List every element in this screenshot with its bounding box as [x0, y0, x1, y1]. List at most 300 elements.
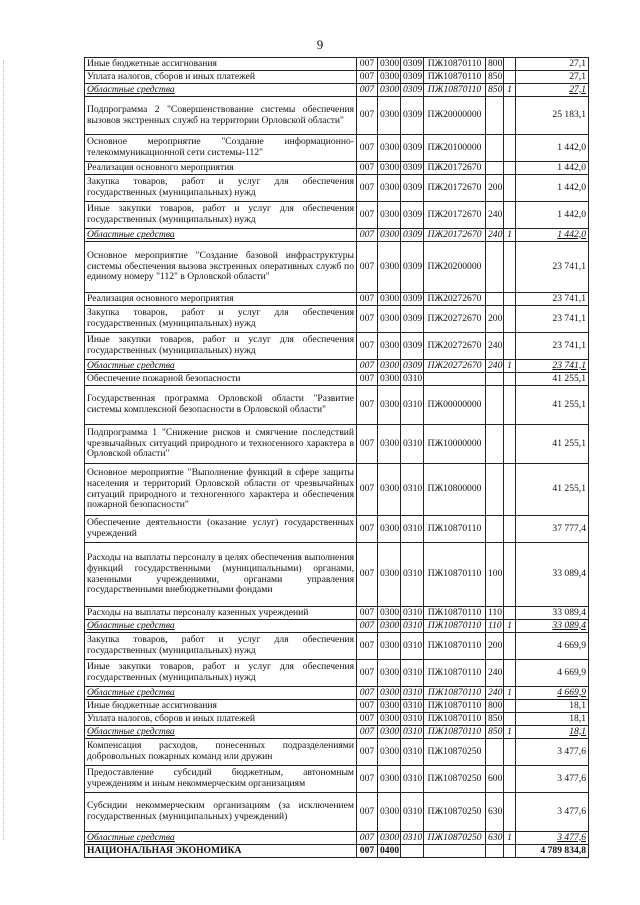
row-subsection-code: 0309	[401, 84, 424, 97]
row-funding-source	[504, 135, 516, 162]
row-section-code: 0300	[378, 373, 401, 386]
row-target-article: ПЖ10870110	[424, 726, 486, 739]
row-subsection-code: 0310	[401, 516, 424, 543]
row-section-code: 0300	[378, 306, 401, 333]
row-subsection-code: 0310	[401, 633, 424, 660]
row-amount: 27,1	[516, 84, 589, 97]
row-amount: 23 741,1	[516, 242, 589, 293]
row-expense-type: 240	[486, 229, 504, 242]
table-row	[85, 660, 589, 687]
row-funding-source	[504, 793, 516, 832]
row-name: Обеспечение деятельности (оказание услуг) государственных учреждений	[85, 516, 357, 543]
row-ved-code: 007	[357, 793, 378, 832]
row-name: Основное мероприятие "Создание информационно-телекоммуникационной сети системы-112"	[85, 135, 357, 162]
row-name: Субсидии некоммерческим организациям (за исключением государственных (муниципальных) учреждений)	[85, 793, 357, 832]
row-subsection-code: 0309	[401, 229, 424, 242]
table-row	[85, 633, 589, 660]
row-subsection-code: 0309	[401, 202, 424, 229]
row-name: Компенсация расходов, понесенных подразделениями добровольных пожарных команд или дружин	[85, 739, 357, 766]
row-amount: 25 183,1	[516, 97, 589, 135]
table-row	[85, 687, 589, 700]
table-row	[85, 175, 589, 202]
row-funding-source	[504, 766, 516, 793]
table-row	[85, 229, 589, 242]
row-amount: 4 669,9	[516, 633, 589, 660]
row-ved-code: 007	[357, 713, 378, 726]
row-ved-code: 007	[357, 726, 378, 739]
row-target-article: ПЖ10870110	[424, 700, 486, 713]
row-target-article: ПЖ10870110	[424, 71, 486, 84]
row-subsection-code: 0310	[401, 687, 424, 700]
row-name: Реализация основного мероприятия	[85, 293, 357, 306]
row-ved-code: 007	[357, 739, 378, 766]
row-ved-code: 007	[357, 425, 378, 464]
row-expense-type: 240	[486, 660, 504, 687]
row-name: Обеспечение пожарной безопасности	[85, 373, 357, 386]
row-subsection-code: 0309	[401, 293, 424, 306]
row-funding-source	[504, 516, 516, 543]
row-section-code: 0300	[378, 175, 401, 202]
row-expense-type: 800	[486, 700, 504, 713]
row-expense-type	[486, 739, 504, 766]
table-row	[85, 373, 589, 386]
row-funding-source	[504, 373, 516, 386]
row-target-article: ПЖ10870110	[424, 713, 486, 726]
row-ved-code: 007	[357, 660, 378, 687]
row-target-article	[424, 845, 486, 858]
row-ved-code: 007	[357, 242, 378, 293]
row-section-code: 0300	[378, 425, 401, 464]
row-name: Уплата налогов, сборов и иных платежей	[85, 71, 357, 84]
row-subsection-code: 0310	[401, 766, 424, 793]
row-ved-code: 007	[357, 333, 378, 360]
table-row	[85, 293, 589, 306]
table-row	[85, 71, 589, 84]
row-amount: 33 089,4	[516, 543, 589, 607]
row-amount: 1 442,0	[516, 162, 589, 175]
table-row	[85, 700, 589, 713]
row-subsection-code: 0309	[401, 97, 424, 135]
row-ved-code: 007	[357, 373, 378, 386]
row-amount: 41 255,1	[516, 373, 589, 386]
row-amount: 37 777,4	[516, 516, 589, 543]
table-row	[85, 58, 589, 71]
row-amount: 23 741,1	[516, 333, 589, 360]
row-amount: 3 477,6	[516, 739, 589, 766]
row-amount: 18,1	[516, 726, 589, 739]
row-ved-code: 007	[357, 306, 378, 333]
row-target-article: ПЖ00000000	[424, 386, 486, 425]
row-section-code: 0300	[378, 229, 401, 242]
row-section-code: 0300	[378, 607, 401, 620]
row-name: Расходы на выплаты персоналу казенных учреждений	[85, 607, 357, 620]
row-funding-source	[504, 425, 516, 464]
row-target-article: ПЖ10870110	[424, 607, 486, 620]
row-ved-code: 007	[357, 162, 378, 175]
row-target-article: ПЖ10870250	[424, 793, 486, 832]
row-expense-type: 850	[486, 84, 504, 97]
row-amount: 27,1	[516, 58, 589, 71]
row-expense-type	[486, 516, 504, 543]
row-name: Областные средства	[85, 687, 357, 700]
row-funding-source: 1	[504, 360, 516, 373]
row-section-code: 0300	[378, 293, 401, 306]
row-section-code: 0300	[378, 766, 401, 793]
row-subsection-code: 0309	[401, 162, 424, 175]
table-row	[85, 620, 589, 633]
row-section-code: 0300	[378, 543, 401, 607]
row-section-code: 0300	[378, 739, 401, 766]
row-ved-code: 007	[357, 832, 378, 845]
row-target-article: ПЖ10870110	[424, 660, 486, 687]
row-expense-type: 850	[486, 71, 504, 84]
row-expense-type: 850	[486, 726, 504, 739]
row-expense-type: 110	[486, 620, 504, 633]
row-subsection-code	[401, 845, 424, 858]
row-amount: 1 442,0	[516, 135, 589, 162]
row-target-article: ПЖ10870110	[424, 620, 486, 633]
row-section-code: 0300	[378, 386, 401, 425]
row-amount: 18,1	[516, 713, 589, 726]
row-section-code: 0300	[378, 633, 401, 660]
table-row	[85, 306, 589, 333]
table-row	[85, 135, 589, 162]
row-section-code: 0300	[378, 713, 401, 726]
row-section-code: 0300	[378, 832, 401, 845]
row-name: Предоставление субсидий бюджетным, автономным учреждениям и иным некоммерческим организациям	[85, 766, 357, 793]
row-target-article: ПЖ10870110	[424, 543, 486, 607]
row-target-article: ПЖ20272670	[424, 306, 486, 333]
row-name: Иные бюджетные ассигнования	[85, 58, 357, 71]
row-funding-source	[504, 543, 516, 607]
row-expense-type	[486, 373, 504, 386]
scan-margin-mark	[3, 60, 5, 840]
row-amount: 1 442,0	[516, 175, 589, 202]
row-target-article	[424, 373, 486, 386]
row-subsection-code: 0310	[401, 464, 424, 516]
row-funding-source	[504, 845, 516, 858]
row-expense-type: 630	[486, 832, 504, 845]
row-amount: 33 089,4	[516, 607, 589, 620]
row-funding-source	[504, 607, 516, 620]
row-funding-source	[504, 713, 516, 726]
row-expense-type: 200	[486, 306, 504, 333]
row-name: Областные средства	[85, 726, 357, 739]
row-expense-type: 100	[486, 543, 504, 607]
row-subsection-code: 0310	[401, 713, 424, 726]
table-row	[85, 766, 589, 793]
row-subsection-code: 0310	[401, 832, 424, 845]
row-amount: 33 089,4	[516, 620, 589, 633]
row-amount: 23 741,1	[516, 306, 589, 333]
row-name: Областные средства	[85, 360, 357, 373]
row-ved-code: 007	[357, 543, 378, 607]
table-row	[85, 333, 589, 360]
row-section-code: 0300	[378, 242, 401, 293]
row-amount: 1 442,0	[516, 202, 589, 229]
row-funding-source	[504, 71, 516, 84]
row-funding-source: 1	[504, 832, 516, 845]
row-subsection-code: 0309	[401, 135, 424, 162]
row-amount: 3 477,6	[516, 793, 589, 832]
row-funding-source: 1	[504, 687, 516, 700]
row-subsection-code: 0310	[401, 739, 424, 766]
row-target-article: ПЖ20272670	[424, 333, 486, 360]
row-subsection-code: 0309	[401, 306, 424, 333]
row-name: Областные средства	[85, 229, 357, 242]
row-target-article: ПЖ10870110	[424, 58, 486, 71]
row-ved-code: 007	[357, 386, 378, 425]
row-expense-type: 600	[486, 766, 504, 793]
row-name: Государственная программа Орловской области "Развитие системы комплексной безопасности в Орловской области"	[85, 386, 357, 425]
row-funding-source	[504, 700, 516, 713]
row-section-code: 0300	[378, 97, 401, 135]
row-target-article: ПЖ20272670	[424, 360, 486, 373]
row-funding-source	[504, 58, 516, 71]
row-expense-type: 240	[486, 687, 504, 700]
row-section-code: 0300	[378, 162, 401, 175]
row-ved-code: 007	[357, 607, 378, 620]
table-row	[85, 845, 589, 858]
row-ved-code: 007	[357, 620, 378, 633]
row-funding-source	[504, 739, 516, 766]
row-expense-type: 240	[486, 360, 504, 373]
row-subsection-code: 0310	[401, 386, 424, 425]
row-target-article: ПЖ10870110	[424, 516, 486, 543]
row-name: Иные закупки товаров, работ и услуг для обеспечения государственных (муниципальных) нужд	[85, 660, 357, 687]
table-row	[85, 84, 589, 97]
row-section-code: 0300	[378, 135, 401, 162]
row-amount: 4 669,9	[516, 687, 589, 700]
row-ved-code: 007	[357, 700, 378, 713]
row-subsection-code: 0309	[401, 360, 424, 373]
row-ved-code: 007	[357, 84, 378, 97]
row-funding-source: 1	[504, 620, 516, 633]
budget-table	[84, 57, 589, 858]
row-ved-code: 007	[357, 293, 378, 306]
row-ved-code: 007	[357, 71, 378, 84]
row-expense-type: 800	[486, 58, 504, 71]
row-funding-source	[504, 633, 516, 660]
row-name: Иные закупки товаров, работ и услуг для обеспечения государственных (муниципальных) нужд	[85, 202, 357, 229]
row-section-code: 0400	[378, 845, 401, 858]
row-target-article: ПЖ20172670	[424, 162, 486, 175]
table-row	[85, 425, 589, 464]
row-amount: 27,1	[516, 71, 589, 84]
row-funding-source	[504, 97, 516, 135]
row-section-code: 0300	[378, 71, 401, 84]
row-section-code: 0300	[378, 516, 401, 543]
row-amount: 1 442,0	[516, 229, 589, 242]
table-row	[85, 713, 589, 726]
table-row	[85, 832, 589, 845]
row-name: Подпрограмма 2 "Совершенствование системы обеспечения вызовов экстренных служб на территории Орловской области"	[85, 97, 357, 135]
row-section-code: 0300	[378, 687, 401, 700]
row-name: Областные средства	[85, 832, 357, 845]
table-row	[85, 739, 589, 766]
row-expense-type: 850	[486, 713, 504, 726]
row-expense-type	[486, 135, 504, 162]
row-funding-source: 1	[504, 229, 516, 242]
row-funding-source	[504, 386, 516, 425]
row-target-article: ПЖ10870110	[424, 687, 486, 700]
row-expense-type: 630	[486, 793, 504, 832]
row-subsection-code: 0309	[401, 242, 424, 293]
row-target-article: ПЖ20000000	[424, 97, 486, 135]
row-section-code: 0300	[378, 202, 401, 229]
row-subsection-code: 0310	[401, 726, 424, 739]
row-name: Основное мероприятие "Выполнение функций в сфере защиты населения и территорий Орловской области от чрезвычайных ситуаций природного и техногенного характера и обеспечения пожарной безопасности"	[85, 464, 357, 516]
row-target-article: ПЖ10800000	[424, 464, 486, 516]
table-row	[85, 162, 589, 175]
row-target-article: ПЖ20172670	[424, 229, 486, 242]
row-name: Иные бюджетные ассигнования	[85, 700, 357, 713]
row-ved-code: 007	[357, 687, 378, 700]
table-row	[85, 360, 589, 373]
row-expense-type: 240	[486, 333, 504, 360]
row-name: Уплата налогов, сборов и иных платежей	[85, 713, 357, 726]
row-amount: 41 255,1	[516, 425, 589, 464]
row-ved-code: 007	[357, 135, 378, 162]
row-ved-code: 007	[357, 516, 378, 543]
row-expense-type	[486, 162, 504, 175]
row-target-article: ПЖ10870110	[424, 84, 486, 97]
table-row	[85, 726, 589, 739]
row-name: Расходы на выплаты персоналу в целях обеспечения выполнения функций государственными (муниципальными) органами, казенными учреждениями, органами управления государственными внебюджетными фондами	[85, 543, 357, 607]
row-target-article: ПЖ10870250	[424, 766, 486, 793]
row-name: Основное мероприятие "Создание базовой инфраструктуры системы обеспечения вызова экстренных оперативных служб по единому номеру "112" в Орловской области"	[85, 242, 357, 293]
row-ved-code: 007	[357, 845, 378, 858]
row-target-article: ПЖ20272670	[424, 293, 486, 306]
row-ved-code: 007	[357, 97, 378, 135]
row-funding-source	[504, 242, 516, 293]
row-amount: 4 669,9	[516, 660, 589, 687]
row-ved-code: 007	[357, 633, 378, 660]
row-funding-source	[504, 306, 516, 333]
row-target-article: ПЖ20200000	[424, 242, 486, 293]
row-funding-source: 1	[504, 726, 516, 739]
table-row	[85, 202, 589, 229]
row-section-code: 0300	[378, 464, 401, 516]
row-name: Закупка товаров, работ и услуг для обеспечения государственных (муниципальных) нужд	[85, 175, 357, 202]
row-name: Областные средства	[85, 84, 357, 97]
row-target-article: ПЖ20172670	[424, 202, 486, 229]
row-name: НАЦИОНАЛЬНАЯ ЭКОНОМИКА	[85, 845, 357, 858]
row-name: Закупка товаров, работ и услуг для обеспечения государственных (муниципальных) нужд	[85, 633, 357, 660]
row-name: Закупка товаров, работ и услуг для обеспечения государственных (муниципальных) нужд	[85, 306, 357, 333]
row-section-code: 0300	[378, 360, 401, 373]
row-subsection-code: 0309	[401, 333, 424, 360]
row-ved-code: 007	[357, 360, 378, 373]
row-name: Областные средства	[85, 620, 357, 633]
row-expense-type: 200	[486, 633, 504, 660]
row-section-code: 0300	[378, 726, 401, 739]
row-ved-code: 007	[357, 229, 378, 242]
budget-table-body	[85, 58, 589, 858]
table-row	[85, 97, 589, 135]
row-section-code: 0300	[378, 660, 401, 687]
row-ved-code: 007	[357, 202, 378, 229]
row-name: Иные закупки товаров, работ и услуг для обеспечения государственных (муниципальных) нужд	[85, 333, 357, 360]
row-subsection-code: 0310	[401, 620, 424, 633]
row-target-article: ПЖ10000000	[424, 425, 486, 464]
table-row	[85, 464, 589, 516]
table-row	[85, 242, 589, 293]
row-amount: 3 477,6	[516, 766, 589, 793]
row-section-code: 0300	[378, 58, 401, 71]
row-name: Реализация основного мероприятия	[85, 162, 357, 175]
row-section-code: 0300	[378, 620, 401, 633]
row-target-article: ПЖ10870250	[424, 739, 486, 766]
row-target-article: ПЖ10870250	[424, 832, 486, 845]
row-ved-code: 007	[357, 58, 378, 71]
row-subsection-code: 0309	[401, 175, 424, 202]
row-funding-source	[504, 333, 516, 360]
row-expense-type: 110	[486, 607, 504, 620]
table-row	[85, 516, 589, 543]
row-amount: 4 789 834,8	[516, 845, 589, 858]
row-expense-type	[486, 242, 504, 293]
table-row	[85, 607, 589, 620]
row-subsection-code: 0310	[401, 660, 424, 687]
row-subsection-code: 0310	[401, 607, 424, 620]
row-funding-source	[504, 660, 516, 687]
page-number: 9	[316, 37, 324, 52]
row-subsection-code: 0310	[401, 425, 424, 464]
row-amount: 3 477,6	[516, 832, 589, 845]
row-expense-type: 240	[486, 202, 504, 229]
row-amount: 23 741,1	[516, 360, 589, 373]
row-subsection-code: 0310	[401, 543, 424, 607]
row-funding-source: 1	[504, 84, 516, 97]
row-amount: 18,1	[516, 700, 589, 713]
table-row	[85, 543, 589, 607]
table-row	[85, 386, 589, 425]
row-ved-code: 007	[357, 766, 378, 793]
row-section-code: 0300	[378, 700, 401, 713]
table-row	[85, 793, 589, 832]
row-target-article: ПЖ10870110	[424, 633, 486, 660]
row-funding-source	[504, 202, 516, 229]
row-funding-source	[504, 175, 516, 202]
row-subsection-code: 0310	[401, 373, 424, 386]
row-expense-type	[486, 97, 504, 135]
row-subsection-code: 0310	[401, 700, 424, 713]
row-expense-type	[486, 293, 504, 306]
row-ved-code: 007	[357, 175, 378, 202]
row-name: Подпрограмма 1 "Снижение рисков и смягчение последствий чрезвычайных ситуаций природного и техногенного характера в Орловской области"	[85, 425, 357, 464]
row-subsection-code: 0309	[401, 58, 424, 71]
row-expense-type	[486, 845, 504, 858]
row-target-article: ПЖ20100000	[424, 135, 486, 162]
row-funding-source	[504, 293, 516, 306]
row-expense-type	[486, 425, 504, 464]
row-expense-type: 200	[486, 175, 504, 202]
row-ved-code: 007	[357, 464, 378, 516]
row-subsection-code: 0309	[401, 71, 424, 84]
row-section-code: 0300	[378, 84, 401, 97]
row-target-article: ПЖ20172670	[424, 175, 486, 202]
row-expense-type	[486, 464, 504, 516]
row-section-code: 0300	[378, 333, 401, 360]
row-amount: 41 255,1	[516, 386, 589, 425]
row-funding-source	[504, 162, 516, 175]
row-subsection-code: 0310	[401, 793, 424, 832]
row-amount: 41 255,1	[516, 464, 589, 516]
row-amount: 23 741,1	[516, 293, 589, 306]
row-expense-type	[486, 386, 504, 425]
row-funding-source	[504, 464, 516, 516]
